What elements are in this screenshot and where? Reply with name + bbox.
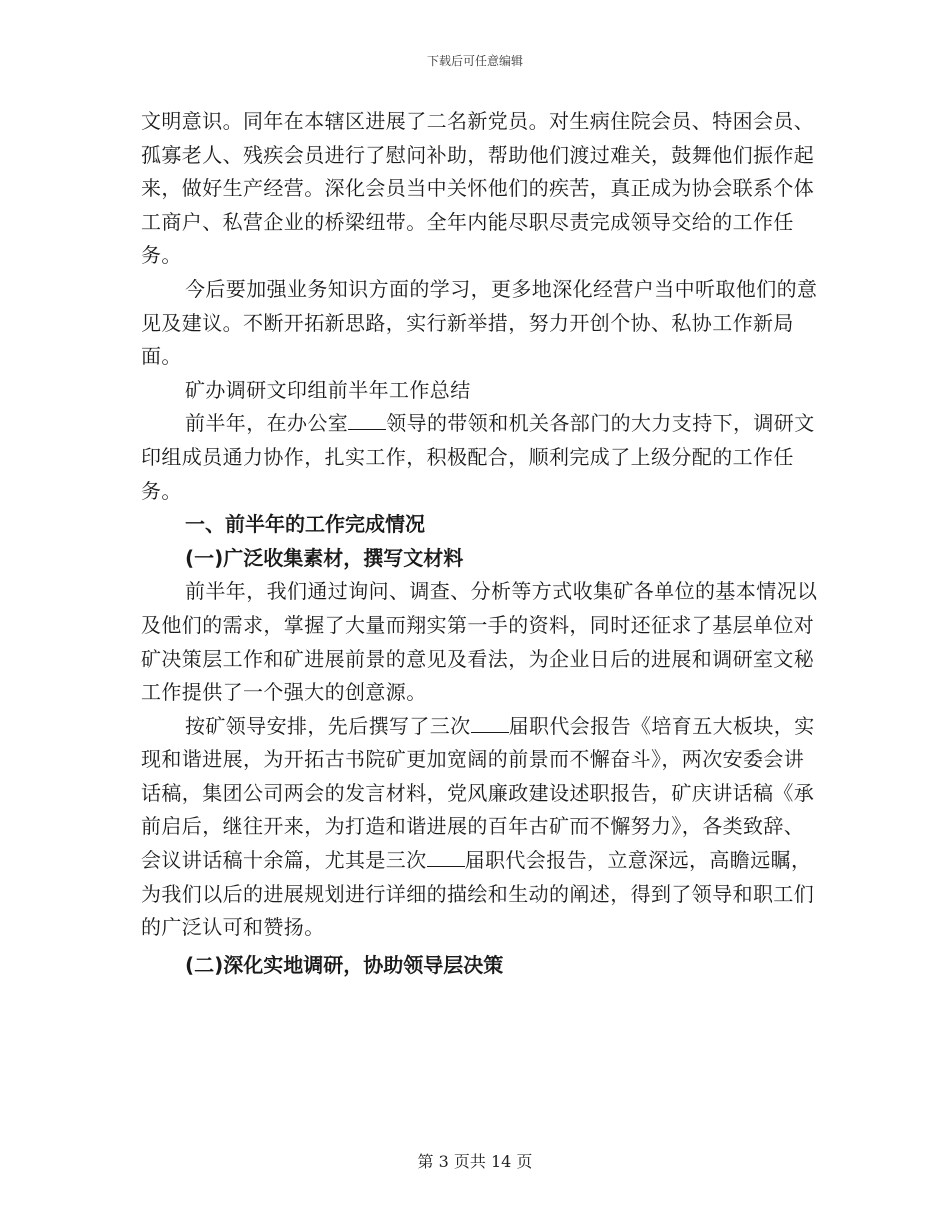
paragraph-4-part-a: 前半年，在办公室 <box>185 411 349 436</box>
paragraph-6-part-b: 届职代会报告《培育五大板块，实现和谐进展，为开拓古书院矿更加宽阔的前景而不懈奋斗》，两次安委会讲话稿，集团公司两会的发言材料，党风廉政建设述职报告，矿庆讲话稿《承前启后，继往开来，为打造和谐进展的百年古矿而不懈努力》，各类致辞、会议讲话稿十余篇，尤其是三次 <box>141 713 815 873</box>
blank-line <box>471 714 509 733</box>
paragraph-4-part-b: 领导的带领和机关各部门的大力支持下，调研文印组成员通力协作，扎实工作，积极配合，顺利完成了上级分配的工作任务。 <box>141 411 815 503</box>
blank-line <box>348 411 386 430</box>
heading-2: (一)广泛收集素材，撰写文材料 <box>185 545 464 570</box>
heading-3: (二)深化实地调研，协助领导层决策 <box>185 952 504 977</box>
paragraph-2: 今后要加强业务知识方面的学习，更多地深化经营户当中听取他们的意见及建议。不断开拓新思路，实行新举措，努力开创个协、私协工作新局面。 <box>141 276 818 369</box>
page-footer: 第 3 页共 14 页 <box>417 1152 533 1171</box>
document-body <box>141 105 821 982</box>
page-header: 下载后可任意编辑 <box>426 54 523 68</box>
paragraph-6 <box>141 710 821 945</box>
paragraph-6-part-a: 按矿领导安排，先后撰写了三次 <box>185 713 471 738</box>
section-title: 矿办调研文印组前半年工作总结 <box>185 377 471 402</box>
paragraph-4 <box>141 407 821 508</box>
paragraph-5: 前半年，我们通过询问、调查、分析等方式收集矿各单位的基本情况以及他们的需求，掌握了大量而翔实第一手的资料，同时还征求了基层单位对矿决策层工作和矿进展前景的意见及看法，为企业日后的进展和调研室文秘工作提供了一个强大的创意源。 <box>141 579 818 705</box>
paragraph-6-part-c: 届职代会报告，立意深远，高瞻远瞩，为我们以后的进展规划进行详细的描绘和生动的阐述，得到了领导和职工们的广泛认可和赞扬。 <box>141 848 815 940</box>
paragraph-1: 文明意识。同年在本辖区进展了二名新党员。对生病住院会员、特困会员、孤寡老人、残疾会员进行了慰问补助，帮助他们渡过难关，鼓舞他们振作起来，做好生产经营。深化会员当中关怀他们的疾苦，真正成为协会联系个体工商户、私营企业的桥梁纽带。全年内能尽职尽责完成领导交给的工作任务。 <box>141 109 815 268</box>
heading-1: 一、前半年的工作完成情况 <box>185 512 425 537</box>
blank-line <box>427 848 465 867</box>
